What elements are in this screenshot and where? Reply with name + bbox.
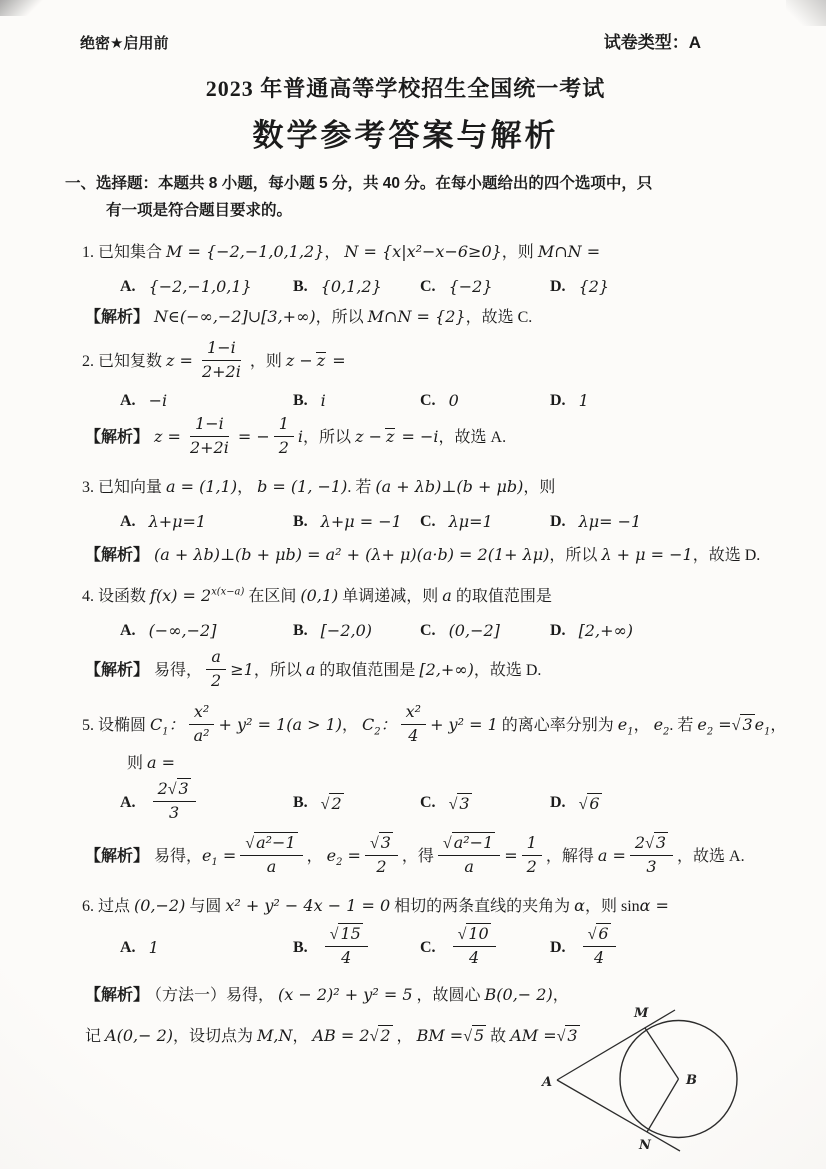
question-1-option-b [293, 277, 420, 297]
question-3-solution [65, 543, 761, 568]
photo-corner-shadow-right [786, 0, 826, 26]
question-3-options [120, 512, 746, 532]
instructions-line-1: 一、选择题：本题共 8 小题，每小题 5 分，共 40 分。在每小题给出的四个选项中，只 [65, 175, 653, 192]
option-a-label: A. [120, 622, 136, 640]
option-b-value: i [320, 391, 326, 411]
option-c-value: √ 3 [448, 793, 470, 813]
question-3-option-a [120, 512, 293, 532]
option-b-value: $\frac{√ 15}{4}$ [321, 925, 372, 971]
option-d-value: λμ= −1 [578, 512, 642, 532]
option-a-label: A. [120, 278, 136, 296]
question-6-solution-line-1-body: （方法一）易得， (x − 2)² + y² = 5 ，故圆心 B(0,− 2)， [154, 985, 569, 1005]
option-b-value: √ 2 [320, 793, 342, 813]
question-6-option-d [550, 925, 746, 971]
option-b-label: B. [293, 392, 308, 410]
question-1-solution [65, 305, 746, 330]
solution-label: 【解析】 [85, 847, 150, 865]
tangent-line-bottom [557, 1080, 680, 1151]
option-b-label: B. [293, 278, 308, 296]
solution-label: 【解析】 [85, 547, 150, 565]
option-c-label: C. [420, 278, 436, 296]
option-c-label: C. [420, 794, 436, 812]
question-3-option-b [293, 512, 420, 532]
question-1-solution-body: N∈(−∞,−2]∪[3,+∞)，所以 M∩N = {2}，故选 C. [154, 307, 533, 327]
question-1-option-d [550, 277, 746, 297]
option-b-label: B. [293, 794, 308, 812]
question-4-option-a [120, 621, 293, 641]
radius-to-m [645, 1028, 679, 1079]
question-5-option-a [120, 780, 293, 826]
question-5-option-b [293, 793, 420, 814]
option-d-value: $\frac{√ 6}{4}$ [579, 925, 620, 971]
security-classification-label: 绝密★启用前 [80, 35, 169, 52]
question-5-stem-line-1: 5. 设椭圆 $C_1$： $\frac{\text{x²}}{\text{a²}}$ + y² = 1(a > 1)， $C_2$： $\frac{\text{x²}}{4}$ + y² = 1 的离心率分别为 $e_1$， $e_2$. 若 $e_2$ =√ 3 $e_1$， [82, 702, 787, 746]
question-4-options [120, 621, 746, 641]
option-d-label: D. [550, 392, 566, 410]
question-1-stem: 1. 已知集合 M = {−2,−1,0,1,2}， N = {x|x²−x−6≥0}，则 M∩N = [82, 242, 601, 262]
option-d-label: D. [550, 622, 566, 640]
figure-label-b: B [686, 1073, 697, 1088]
question-4-option-d [550, 621, 746, 641]
question-6-option-b [293, 925, 420, 971]
photo-corner-shadow-left [0, 0, 46, 16]
option-c-value: λμ=1 [448, 512, 493, 532]
question-5-solution [65, 834, 746, 880]
option-a-value: (−∞,−2] [148, 621, 217, 641]
question-2-option-d [550, 391, 746, 411]
question-2-options [120, 391, 746, 411]
solution-label: 【解析】 [85, 309, 150, 327]
question-4-solution [65, 649, 746, 694]
page-header [65, 26, 746, 53]
question-1-options [120, 277, 746, 297]
question-2-option-b [293, 391, 420, 411]
option-d-value: 1 [578, 391, 589, 411]
instructions-line-2: 有一项是符合题目要求的。 [106, 202, 293, 220]
tangent-line-top [557, 1010, 675, 1080]
question-6-options [120, 925, 746, 971]
option-c-value: {−2} [448, 277, 493, 297]
option-d-value: √ 6 [578, 793, 600, 813]
figure-label-a: A [542, 1075, 553, 1090]
option-b-value: [−2,0) [320, 621, 373, 641]
question-2-stem: 2. 已知复数 z = $\frac{1-i}{2+2i}$ ，则 z − z = [82, 338, 346, 382]
option-c-label: C. [420, 513, 436, 531]
question-3-solution-body: (a + λb)⊥(b + μb) = a² + (λ+ μ)(a·b) = 2(1+ λμ)，所以 λ + μ = −1，故选 D. [154, 545, 761, 565]
question-6-stem: 6. 过点 (0,−2) 与圆 x² + y² − 4x − 1 = 0 相切的两条直线的夹角为 α，则 sinα = [82, 896, 669, 916]
option-b-label: B. [293, 622, 308, 640]
option-a-label: A. [120, 392, 136, 410]
option-a-label: A. [120, 794, 136, 812]
option-c-value: 0 [448, 391, 459, 411]
question-1-option-a [120, 277, 293, 297]
solution-label: 【解析】 [85, 429, 150, 447]
figure-label-n: N [639, 1138, 651, 1153]
question-6-option-c [420, 925, 550, 971]
paper-type-label: 试卷类型：A [603, 33, 701, 52]
answer-key-title: 数学参考答案与解析 [252, 118, 559, 153]
option-c-label: C. [420, 392, 436, 410]
question-4-option-c [420, 621, 550, 641]
question-5-option-d [550, 793, 746, 814]
question-5-stem-line-2: 则 a = [127, 753, 176, 773]
option-c-label: C. [420, 939, 436, 957]
question-5-solution-body: 易得，$e_1$ = $\frac{\text{√ a²−1}}{a}$ ， $e_2$ = $\frac{√ 3}{2}$ ，得 $\frac{\text{√ a²−1}}{a}$ = $\frac{1}{2}$ ，解得 a = $\frac{2√ 3}{3}$ ，故选 A. [154, 832, 745, 877]
exam-title: 2023 年普通高等学校招生全国统一考试 [205, 76, 606, 101]
option-a-value: λ+μ=1 [148, 512, 207, 532]
option-b-label: B. [293, 513, 308, 531]
question-6-figure [536, 997, 826, 1165]
option-a-value: $\frac{2√ 3}{3}$ [149, 780, 200, 826]
option-a-value: 1 [148, 938, 159, 958]
option-a-value: −i [148, 391, 168, 411]
question-6-solution-line-2: 记 A(0,− 2)，设切点为 M,N， AB = 2√ 2 ， BM =√ 5 故 AM =√ 3 [85, 1026, 578, 1046]
option-c-value: $\frac{√ 10}{4}$ [449, 925, 500, 971]
question-2 [65, 340, 746, 461]
section-one-instructions [65, 170, 746, 224]
question-2-solution [65, 416, 746, 461]
option-d-label: D. [550, 278, 566, 296]
question-2-option-a [120, 391, 293, 411]
option-d-label: D. [550, 939, 566, 957]
question-4-option-b [293, 621, 420, 641]
option-c-label: C. [420, 622, 436, 640]
question-3-option-c [420, 512, 550, 532]
option-d-value: {2} [578, 277, 610, 297]
question-5 [65, 702, 787, 880]
question-4-stem: 4. 设函数 $f(x) = 2^{x(x-a)}$ 在区间 (0,1) 单调递减，则 a 的取值范围是 [82, 586, 552, 606]
option-d-label: D. [550, 794, 566, 812]
question-5-option-c [420, 793, 550, 814]
question-1 [65, 240, 746, 330]
question-3 [65, 475, 761, 568]
question-1-option-c [420, 277, 550, 297]
question-6-option-a [120, 938, 293, 958]
solution-label: 【解析】 [85, 662, 150, 680]
option-b-label: B. [293, 939, 308, 957]
solution-label: 【解析】 [85, 987, 150, 1005]
question-2-solution-body: z = $\frac{1-i}{2+2i}$ = − $\frac{1}{2}$ i，所以 z − z = −i，故选 A. [154, 414, 507, 458]
option-c-value: (0,−2] [448, 621, 500, 641]
question-3-option-d [550, 512, 746, 532]
option-b-value: λ+μ = −1 [320, 512, 402, 532]
question-3-stem: 3. 已知向量 a = (1,1)， b = (1, −1). 若 (a + λb)⊥(b + μb)，则 [82, 477, 556, 497]
figure-label-m: M [634, 1006, 649, 1021]
option-a-label: A. [120, 939, 136, 957]
question-4 [65, 584, 746, 694]
option-d-value: [2,+∞) [578, 621, 634, 641]
tangent-circle-figure [536, 997, 826, 1165]
option-a-value: {−2,−1,0,1} [148, 277, 252, 297]
question-4-solution-body: 易得， $\frac{a}{2}$ ≥1，所以 a 的取值范围是 [2,+∞)，故选 D. [154, 647, 542, 691]
option-b-value: {0,1,2} [320, 277, 382, 297]
question-2-option-c [420, 391, 550, 411]
question-5-options [120, 780, 746, 826]
option-d-label: D. [550, 513, 566, 531]
radius-to-n [647, 1079, 679, 1132]
option-a-label: A. [120, 513, 136, 531]
